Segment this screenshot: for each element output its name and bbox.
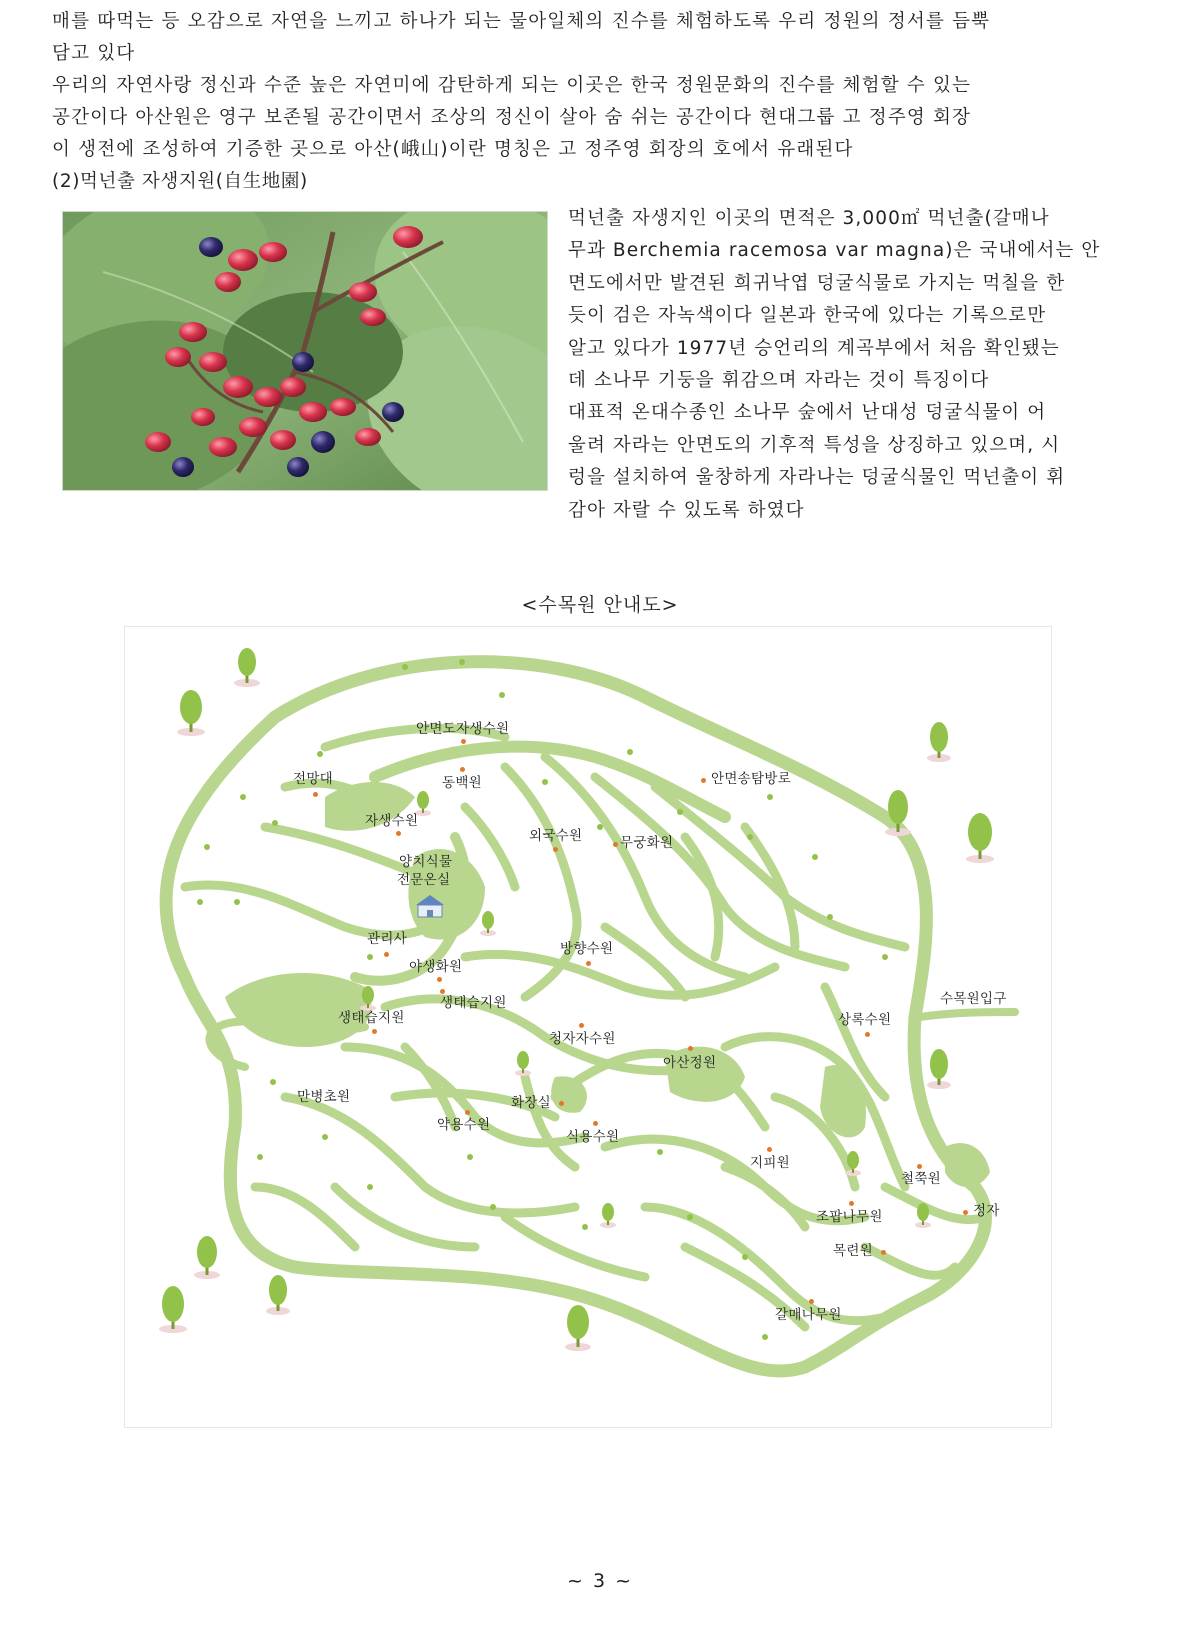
paragraph-asan-garden (52, 70, 1160, 166)
section-heading: (2)먹넌출 자생지원(自生地園) (52, 171, 308, 192)
text-line: 우리의 자연사랑 정신과 수준 높은 자연미에 감탄하게 되는 이곳은 한국 정원문화의 진수를 체험할 수 있는 (52, 75, 972, 96)
text-line: 렁을 설치하여 울창하게 자라나는 덩굴식물인 먹넌출이 휘 (568, 467, 1066, 489)
map-marker (881, 1250, 886, 1255)
map-marker (917, 1164, 922, 1169)
map-label-bark: 지피원 (750, 1155, 791, 1171)
map-label-fern-greenhouse-1: 양치식물 (399, 854, 453, 870)
text-line: 대표적 온대수종인 소나무 숲에서 난대성 덩굴식물이 어 (568, 402, 1047, 424)
text-line: 무과 Berchemia racemosa var magna)은 국내에서는 안 (568, 240, 1101, 262)
map-label-celadon: 청자자수원 (549, 1031, 616, 1047)
text-line: 감아 자랄 수 있도록 하였다 (568, 499, 805, 521)
arboretum-guide-map (124, 626, 1052, 1428)
map-label-native-trees: 자생수원 (365, 813, 419, 829)
map-label-buckthorn: 갈매나무원 (775, 1307, 842, 1323)
map-marker (384, 952, 389, 957)
map-label-foreign-trees: 외국수원 (529, 828, 583, 844)
paragraph-intro-continued (52, 6, 1160, 70)
map-marker (579, 1023, 584, 1028)
map-marker (865, 1032, 870, 1037)
text-line: 먹넌출 자생지인 이곳의 면적은 3,000㎡ 먹넌출(갈매나 (568, 208, 1050, 229)
map-marker (553, 847, 558, 852)
text-line: 공간이다 아산원은 영구 보존될 공간이면서 조상의 정신이 살아 숨 쉬는 공간이다 현대그룹 고 정주영 회장 (52, 107, 972, 128)
page-number: ~ 3 ~ (566, 1570, 633, 1592)
map-marker (963, 1210, 968, 1215)
map-marker (849, 1201, 854, 1206)
map-label-fern-greenhouse-2: 전문온실 (397, 872, 451, 888)
map-marker (465, 1110, 470, 1115)
side-paragraph-berchemia (568, 203, 1158, 527)
map-label-edible: 식용수원 (566, 1129, 620, 1145)
map-marker (613, 842, 618, 847)
map-label-observatory: 전망대 (293, 771, 334, 787)
text-line: 울려 자라는 안면도의 기후적 특성을 상징하고 있으며, 시 (568, 434, 1061, 456)
text-line: 알고 있다가 1977년 승언리의 계곡부에서 처음 확인됐는 (568, 337, 1060, 359)
map-label-wildflower: 야생화원 (409, 959, 463, 975)
map-marker (688, 1046, 693, 1051)
map-label-manbyeongcho: 만병초원 (297, 1089, 351, 1105)
map-marker (593, 1121, 598, 1126)
text-line: 면도에서만 발견된 희귀낙엽 덩굴식물로 가지는 먹칠을 한 (568, 272, 1066, 294)
map-marker (809, 1299, 814, 1304)
map-label-mugunghwa: 무궁화원 (620, 835, 674, 851)
map-label-evergreen: 상록수원 (838, 1012, 892, 1028)
map-marker (437, 977, 442, 982)
map-label-magnolia: 목련원 (833, 1243, 874, 1259)
map-marker (372, 1029, 377, 1034)
map-label-asan-garden: 아산정원 (663, 1055, 717, 1071)
map-label-wetland-2: 생태습지원 (440, 995, 507, 1011)
map-label-arboretum-entrance: 수목원입구 (940, 991, 1007, 1007)
map-label-camellia: 동백원 (442, 775, 483, 791)
map-marker (559, 1101, 564, 1106)
map-marker (396, 831, 401, 836)
map-label-wetland-1: 생태습지원 (338, 1010, 405, 1026)
map-label-azalea: 철쭉원 (901, 1171, 942, 1187)
berry-plant-photo (62, 211, 548, 491)
berry-photo-illustration (63, 212, 547, 490)
text-line: 이 생전에 조성하여 기증한 곳으로 아산(峨山)이란 명칭은 고 정주영 회장의 호에서 유래된다 (52, 139, 854, 160)
map-marker (461, 739, 466, 744)
map-marker (440, 989, 445, 994)
map-label-medicinal: 약용수원 (437, 1117, 491, 1133)
map-label-anmyeon-native: 안면도자생수원 (416, 721, 510, 737)
map-marker (313, 792, 318, 797)
map-label-spiraea: 조팝나무원 (816, 1209, 883, 1225)
map-marker (586, 961, 591, 966)
text-line: 매를 따먹는 등 오감으로 자연을 느끼고 하나가 되는 물아일체의 진수를 체험하도록 우리 정원의 정서를 듬뿍 (52, 11, 991, 32)
map-paths (125, 627, 1051, 1427)
map-label-aromatic: 방향수원 (560, 941, 614, 957)
text-line: 듯이 검은 자녹색이다 일본과 한국에 있다는 기록으로만 (568, 305, 1047, 327)
map-marker (767, 1147, 772, 1152)
map-marker (701, 778, 706, 783)
map-label-restroom: 화장실 (511, 1095, 552, 1111)
text-line: 데 소나무 기둥을 휘감으며 자라는 것이 특징이다 (568, 370, 990, 392)
map-label-anmyeon-trail: 안면송탐방로 (711, 771, 792, 787)
map-label-management: 관리사 (367, 931, 408, 947)
map-marker (460, 767, 465, 772)
map-title: <수목원 안내도> (521, 594, 679, 616)
text-line: 담고 있다 (52, 43, 136, 64)
map-label-pavilion: 정자 (973, 1203, 1000, 1219)
